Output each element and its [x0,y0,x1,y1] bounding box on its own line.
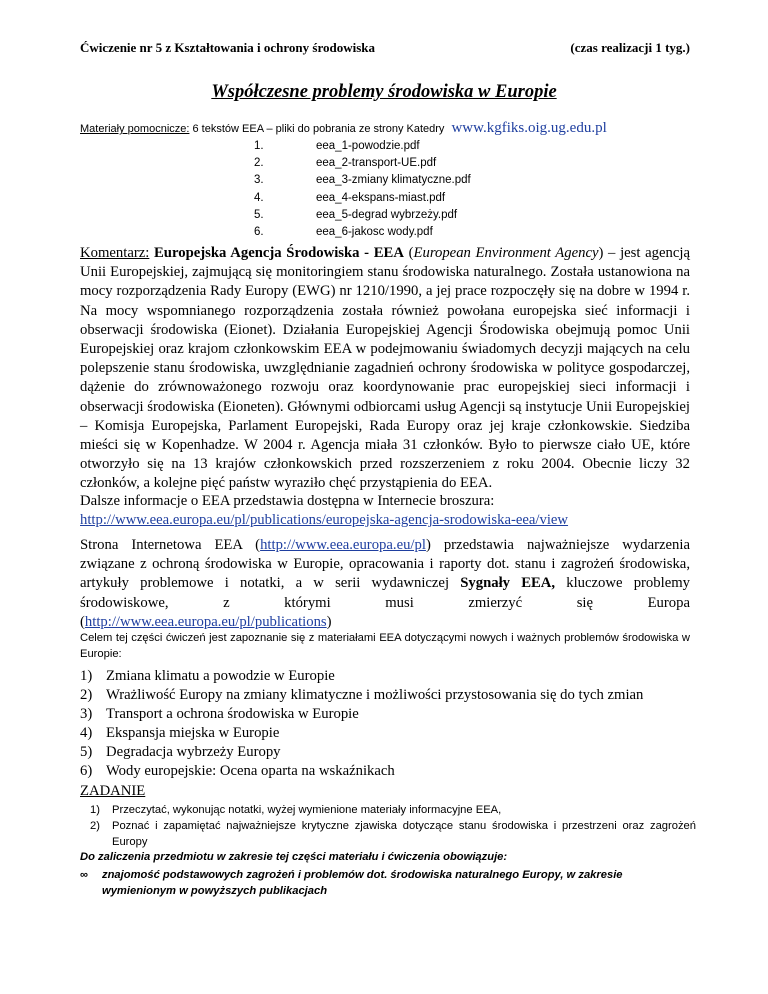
file-item [254,157,614,174]
topic-number: 2) [80,687,93,703]
duration-note: (czas realizacji 1 tyg.) [570,40,690,55]
file-item [254,140,614,157]
publications-close-paren: ) [326,613,332,630]
eea-web-text-1: Strona Internetowa EEA ( [80,537,261,553]
credit-requirement: Do zaliczenia przedmiotu w zakresie tej części materiału i ćwiczenia obowiązuje: [80,851,508,863]
list-item [80,686,700,705]
comment-paragraph [80,244,690,494]
exercise-title: Ćwiczenie nr 5 z Kształtowania i ochrony środowiska [80,40,376,55]
eea-web-text-3: kluczowe problemy środowiskowe, z którymi musi zmierzyć się Europa [80,575,690,611]
brochure-link[interactable]: http://www.eea.europa.eu/pl/publications/europejska-agencja-srodowiska-eea/view [80,512,569,529]
task-text: Przeczytać, wykonując notatki, wyżej wymienione materiały informacyjne EEA, [112,804,502,816]
file-list [254,140,614,243]
eea-website-text [80,536,690,613]
task-number: 1) [90,804,100,816]
topics-list [80,667,700,781]
publications-link[interactable]: http://www.eea.europa.eu/pl/publications [84,613,327,630]
file-name: eea_3-zmiany klimatyczne.pdf [316,174,471,187]
brochure-text: Dalsze informacje o EEA przedstawia dostępna w Internecie broszura: [80,493,495,509]
file-number: 5. [254,208,264,221]
topic-text: Ekspansja miejska w Europie [106,725,280,741]
topic-number: 6) [80,763,93,779]
list-item [80,762,700,781]
topic-number: 1) [80,668,93,684]
topic-number: 4) [80,725,93,741]
file-number: 1. [254,140,264,152]
list-item [80,724,700,743]
brochure-paragraph [80,492,690,530]
file-name: eea_5-degrad wybrzeży.pdf [316,208,458,221]
eea-web-text-2: ) przedstawia najważniejsze wydarzenia związane z ochroną środowiska w Europie, opracowania i raporty dot. stanu i zagrożeń środowiska, artykuły problemowe i notatki, a w serii wydawniczej [80,537,690,592]
signals-series-name: Sygnały EEA, [460,575,556,592]
topic-text: Transport a ochrona środowiska w Europie [106,706,359,722]
infinity-bullet-icon: ∞ [80,869,88,881]
file-item [254,192,614,209]
comment-body: ) – jest agencją Unii Europejskiej, zajmującą się monitoringiem stanu środowiska naturalnego. Została ustanowiona na mocy rozporządzenia Rady Europy (EWG) nr 1210/1990, a jej prace rozpoczęły się na dobre w 1994 r. Na mocy wspomnianego rozporządzenia została również powołana europejska sieć informacji i obserwacji środowiska (Eionet). Działania Europejskiej Agencji Środowiska obejmują pomoc Unii Europejskiej oraz krajom członkowskim EEA w podejmowaniu świadomych decyzji mających na celu polepszenie stanu środowiska, uwzględnianie zagadnień ochrony środowiska w polityce gospodarczej, dążenie do zrównoważonego rozwoju oraz koordynowanie prac europejskiej sieci informacji i obserwacji środowiska (Eioneten). Głównymi odbiorcami usług Agencji są instytucje Unii Europejskiej – Komisja Europejska, Parlament Europejski, Rada Europy oraz jej kraje członkowskie. Siedziba mieści się w Kopenhadze. W 2004 r. Agencja miała 31 członków. Było to pierwsze ciało UE, które otworzyło się na 13 krajów członkowskich przed rozszerzeniem z roku 2004. Obecnie liczy 32 członków, a kolejne pięć państw wyraziło chęć przystąpienia do EEA. [80,245,690,492]
file-name: eea_1-powodzie.pdf [316,140,420,152]
requirement-bullet [80,867,696,899]
department-site-link[interactable]: www.kgfiks.oig.ug.edu.pl [451,120,607,136]
task-list [80,802,696,850]
file-number: 2. [254,157,264,170]
topic-text: Wody europejskie: Ocena oparta na wskaźnikach [106,763,395,779]
task-number: 2) [90,820,100,832]
requirement-text: znajomość podstawowych zagrożeń i problemów dot. środowiska naturalnego Europy, w zakresie wymienionym w powyższych publikacjach [102,869,623,897]
eea-website-link[interactable]: http://www.eea.europa.eu/pl [260,537,426,553]
comment-label: Komentarz: [80,245,150,261]
task-text: Poznać i zapamiętać najważniejsze krytyczne zjawiska dotyczące stanu środowiska i przestrzeni oraz zagrożeń Europy [112,820,696,848]
topic-text: Wrażliwość Europy na zmiany klimatyczne i możliwości przystosowania się do tych zmian [106,687,644,703]
list-item [80,743,700,762]
file-name: eea_4-ekspans-miast.pdf [316,191,446,204]
materials-label: Materiały pomocnicze: [80,123,190,135]
materials-text: 6 tekstów EEA – pliki do pobrania ze strony Katedry [189,123,448,135]
agency-name: Europejska Agencja Środowiska - EEA [154,245,404,261]
comment-open-paren: ( [403,245,414,261]
list-item [80,667,700,686]
list-item [80,818,696,850]
topic-text: Zmiana klimatu a powodzie w Europie [106,668,335,684]
materials-line [80,120,700,137]
file-item [254,174,614,191]
file-item [254,209,614,226]
file-number: 6. [254,225,264,238]
task-heading: ZADANIE [80,783,146,799]
file-name: eea_2-transport-UE.pdf [316,157,437,170]
agency-english-name: European Environment Agency [413,245,599,261]
publications-open-paren: ( [80,613,85,630]
file-name: eea_6-jakosc wody.pdf [316,225,433,238]
topic-number: 3) [80,706,93,722]
file-number: 3. [254,174,264,187]
goal-paragraph: Celem tej części ćwiczeń jest zapoznanie się z materiałami EEA dotyczącymi nowych i ważnych problemów środowiska w Europie: [80,632,690,660]
topic-text: Degradacja wybrzeży Europy [106,744,281,760]
topic-number: 5) [80,744,93,760]
list-item [80,705,700,724]
file-item [254,226,614,243]
eea-website-paragraph [80,536,690,632]
page-header [80,40,690,56]
file-number: 4. [254,191,264,204]
document-title: Współczesne problemy środowiska w Europie [211,82,557,102]
list-item [80,802,696,818]
